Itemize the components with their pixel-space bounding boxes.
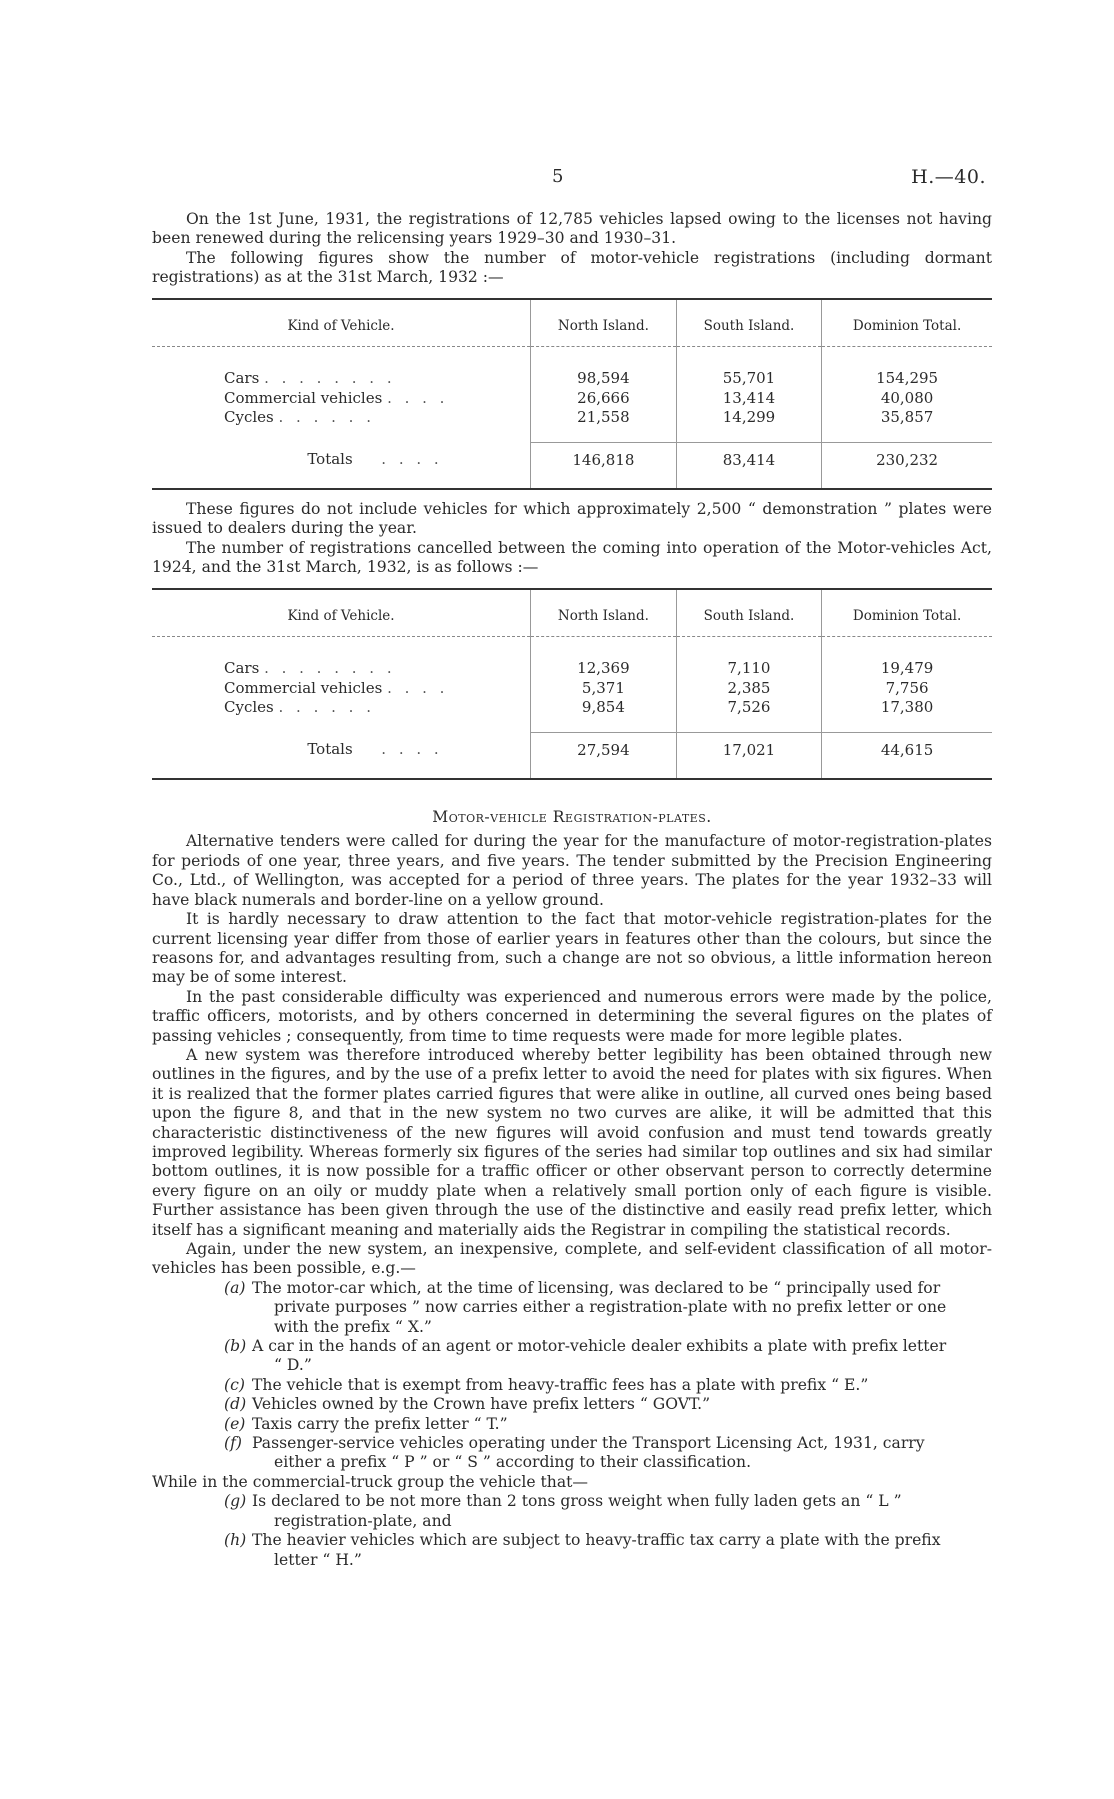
cell-north: 21,558	[531, 408, 677, 442]
list-item	[224, 1395, 992, 1414]
item-label: (d)	[224, 1395, 247, 1414]
item-line: A car in the hands of an agent or motor-vehicle dealer exhibits a plate with prefix letter	[252, 1337, 947, 1356]
cell-south: 7,526	[676, 698, 821, 732]
cell-north: 12,369	[531, 637, 677, 679]
document-reference: H.—40.	[911, 166, 986, 188]
row-label: Commercial vehicles . . . .	[224, 678, 449, 697]
row-label: Totals . . . .	[307, 450, 443, 469]
classification-list	[224, 1279, 992, 1473]
cell-north: 98,594	[531, 347, 677, 389]
column-header: North Island.	[531, 299, 677, 347]
list-item	[224, 1434, 992, 1473]
item-label: (e)	[224, 1414, 246, 1433]
paragraph: It is hardly necessary to draw attention to the fact that motor-vehicle registration-plates for the current licensing year differ from those of earlier years in features other than the colours, but since the reasons for, and advantages resulting from, such a change are not so obvious, a little information hereon may be of some interest.	[152, 910, 992, 987]
item-label: (c)	[224, 1375, 245, 1394]
cell-total: 35,857	[822, 408, 992, 442]
paragraph: The number of registrations cancelled between the coming into operation of the Motor-vehicles Act, 1924, and the 31st March, 1932, is as follows :—	[152, 538, 992, 577]
cell-south: 13,414	[676, 389, 821, 409]
cell-total: 40,080	[822, 389, 992, 409]
item-label: (a)	[224, 1278, 246, 1297]
paragraph: Alternative tenders were called for during the year for the manufacture of motor-registration-plates for periods of one year, three years, and five years. The tender submitted by the Precision Engineering Co., Ltd., of Wellington, was accepted for a period of three years. The plates for the year 1932–33 will have black numerals and border-line on a yellow ground.	[152, 832, 992, 909]
row-label: Commercial vehicles . . . .	[224, 388, 449, 407]
list-item	[224, 1376, 992, 1395]
paragraph: Again, under the new system, an inexpensive, complete, and self-evident classification of all motor-vehicles has been possible, e.g.—	[152, 1240, 992, 1278]
column-header: Dominion Total.	[822, 589, 992, 637]
cell-total: 230,232	[822, 442, 992, 489]
item-line: with the prefix “ X.”	[274, 1317, 432, 1336]
table-header-row	[152, 299, 992, 347]
table-row	[152, 679, 992, 699]
item-label: (h)	[224, 1531, 247, 1550]
cell-south: 83,414	[676, 442, 821, 489]
cell-south: 7,110	[676, 637, 821, 679]
item-line: The vehicle that is exempt from heavy-traffic fees has a plate with prefix “ E.”	[252, 1375, 869, 1394]
cell-north: 26,666	[531, 389, 677, 409]
page-content	[152, 210, 992, 1570]
cell-south: 17,021	[676, 732, 821, 779]
item-line: either a prefix “ P ” or “ S ” according to their classification.	[274, 1453, 752, 1472]
section-heading: Motor-vehicle Registration-plates.	[432, 808, 712, 827]
cell-total: 19,479	[822, 637, 992, 679]
totals-row	[152, 732, 992, 779]
item-label: (f)	[224, 1434, 242, 1453]
list-item	[224, 1531, 992, 1570]
paragraph: While in the commercial-truck group the vehicle that—	[152, 1472, 589, 1491]
registrations-table	[152, 298, 992, 490]
column-header: North Island.	[531, 589, 677, 637]
cell-north: 146,818	[531, 442, 677, 489]
column-header: Dominion Total.	[822, 299, 992, 347]
list-item	[224, 1492, 992, 1531]
cell-north: 27,594	[531, 732, 677, 779]
cell-total: 17,380	[822, 698, 992, 732]
table-row	[152, 347, 992, 389]
item-line: private purposes ” now carries either a registration-plate with no prefix letter or one	[274, 1298, 947, 1317]
list-item	[224, 1279, 992, 1337]
item-label: (b)	[224, 1337, 247, 1356]
cell-south: 55,701	[676, 347, 821, 389]
item-line: letter “ H.”	[274, 1550, 362, 1569]
table-header-row	[152, 589, 992, 637]
paragraph: These figures do not include vehicles for which approximately 2,500 “ demonstration ” plates were issued to dealers during the year.	[152, 500, 992, 538]
item-line: Passenger-service vehicles operating under the Transport Licensing Act, 1931, carry	[252, 1434, 925, 1453]
cell-south: 2,385	[676, 679, 821, 699]
cell-south: 14,299	[676, 408, 821, 442]
row-label: Cycles . . . . . .	[224, 698, 375, 717]
item-line: The motor-car which, at the time of licensing, was declared to be “ principally used for	[252, 1278, 941, 1297]
table-row	[152, 698, 992, 732]
truck-classification-list	[224, 1492, 992, 1570]
item-line: Is declared to be not more than 2 tons gross weight when fully laden gets an “ L ”	[252, 1492, 902, 1511]
item-line: Vehicles owned by the Crown have prefix letters “ GOVT.”	[252, 1395, 711, 1414]
table-row	[152, 637, 992, 679]
paragraph: The following figures show the number of motor-vehicle registrations (including dormant registrations) as at the 31st March, 1932 :—	[152, 248, 992, 287]
table-row	[152, 408, 992, 442]
cancellations-table	[152, 588, 992, 780]
item-line: “ D.”	[274, 1356, 312, 1375]
column-header: South Island.	[676, 589, 821, 637]
item-line: Taxis carry the prefix letter “ T.”	[252, 1414, 508, 1433]
column-header: Kind of Vehicle.	[152, 299, 531, 347]
paragraph: On the 1st June, 1931, the registrations of 12,785 vehicles lapsed owing to the licenses not having been renewed during the relicensing years 1929–30 and 1930–31.	[152, 210, 992, 248]
cell-total: 44,615	[822, 732, 992, 779]
cell-north: 5,371	[531, 679, 677, 699]
paragraph: In the past considerable difficulty was experienced and numerous errors were made by the police, traffic officers, motorists, and by others concerned in determining the several figures on the plates of passing vehicles ; consequently, from time to time requests were made for more legible plates.	[152, 987, 992, 1045]
page-number: 5	[552, 166, 564, 187]
row-label: Cars . . . . . . . .	[224, 369, 396, 388]
column-header: Kind of Vehicle.	[152, 589, 531, 637]
cell-north: 9,854	[531, 698, 677, 732]
cell-total: 154,295	[822, 347, 992, 389]
paragraph: A new system was therefore introduced whereby better legibility has been obtained through new outlines in the figures, and by the use of a prefix letter to avoid the need for plates with six figures. When it is realized that the former plates carried figures that were alike in outline, all curved ones being based upon the figure 8, and that in the new system no two curves are alike, it will be admitted that this characteristic distinctiveness of the new figures will avoid confusion and must tend towards greatly improved legibility. Whereas formerly six figures of the series had similar top outlines and six had similar bottom outlines, it is now possible for a traffic officer or other observant person to correctly determine every figure on an oily or muddy plate when a relatively small portion only of each figure is visible. Further assistance has been given through the use of the distinctive and easily read prefix letter, which itself has a significant meaning and materially aids the Registrar in compiling the statistical records.	[152, 1045, 992, 1239]
item-line: registration-plate, and	[274, 1511, 452, 1530]
table-row	[152, 389, 992, 409]
page-header	[0, 166, 1114, 190]
row-label: Cars . . . . . . . .	[224, 659, 396, 678]
column-header: South Island.	[676, 299, 821, 347]
list-item	[224, 1337, 992, 1376]
item-line: The heavier vehicles which are subject to heavy-traffic tax carry a plate with the prefix	[252, 1531, 941, 1550]
list-item	[224, 1415, 992, 1434]
totals-row	[152, 442, 992, 489]
row-label: Totals . . . .	[307, 740, 443, 759]
item-label: (g)	[224, 1492, 247, 1511]
cell-total: 7,756	[822, 679, 992, 699]
row-label: Cycles . . . . . .	[224, 408, 375, 427]
